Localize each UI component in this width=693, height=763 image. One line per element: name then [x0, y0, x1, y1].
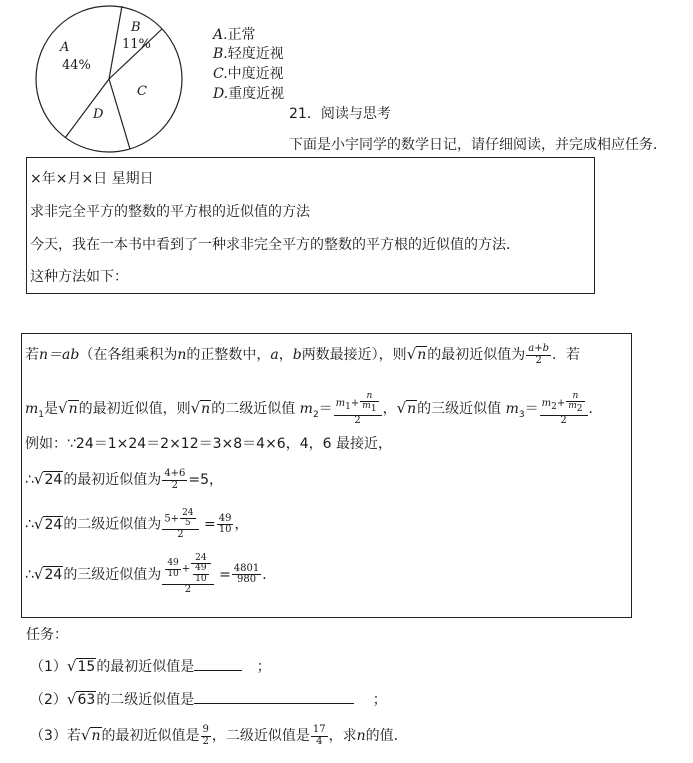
- method-box: [21, 333, 632, 618]
- fraction-a-plus-b-over-2: $\frac{a+b}{2}$: [528, 343, 550, 366]
- task-1: （1）√15的最初近似值是 ；: [30, 657, 271, 675]
- diary-box: [26, 157, 595, 294]
- diary-paragraph-2: 这种方法如下：: [30, 269, 128, 285]
- pie-label-d-key: D: [93, 107, 104, 122]
- question-intro: 下面是小宇同学的数学日记，请仔细阅读，并完成相应任务．: [289, 137, 667, 153]
- pie-label-a-percent: 44%: [62, 58, 91, 73]
- diary-paragraph-1: 今天，我在一本书中看到了一种求非完全平方的整数的平方根的近似值的方法．: [30, 237, 520, 253]
- legend-item-b: B.轻度近视: [213, 46, 284, 62]
- diary-title: 求非完全平方的整数的平方根的近似值的方法: [30, 204, 310, 220]
- task-3: （3）若√n的最初近似值是 $\frac{9}{2}$ ，二级近似值是 $\frac{17}{4}$ ，求n的值．: [30, 724, 408, 747]
- legend-item-a: A.正常: [213, 27, 256, 43]
- pie-label-b-key: B: [131, 20, 141, 35]
- pie-label-c-key: C: [137, 84, 147, 99]
- method-example: 例如：∵24＝1×24＝2×12＝3×8＝4×6，4，6 最接近，: [25, 436, 392, 452]
- legend-item-d: D.重度近视: [213, 86, 285, 102]
- pie-label-a-key: A: [60, 40, 70, 55]
- task-1-answer-blank[interactable]: [194, 670, 242, 671]
- fraction-m2-formula: $m_1+$ $\frac{n}{m_1}$ 2: [334, 392, 382, 426]
- legend-item-c: C.中度近视: [213, 66, 284, 82]
- fraction-m3-formula: $m_2+$ $\frac{n}{m_2}$ 2: [540, 392, 588, 426]
- pie-chart: [34, 4, 184, 154]
- task-2: （2）√63的二级近似值是 ；: [30, 690, 387, 708]
- question-number: 21．阅读与思考: [289, 106, 391, 122]
- pie-label-b-percent: 11%: [122, 37, 151, 52]
- method-step-3: ∴√24的三级近似值为 $\frac{49}{10}$ + $\frac{24}{\frac{49}{10}}$ 2 = $\frac{4801}{980}$ ．: [25, 553, 277, 596]
- method-step-2: ∴√24的二级近似值为 5+ $\frac{24}{5}$ 2 = $\frac{49}{10}$ ，: [25, 508, 249, 540]
- method-line-2: $m_1$是√n的最初近似值，则√n的二级近似值 $m_2=$ $m_1+$ $\frac{n}{m_1}$ 2 ，√n的三级近似值 $m_3=$ $m_2+$ $\frac{n}{m_2}$ 2 ．: [25, 391, 603, 426]
- method-step-1: ∴√24的最初近似值为 $\frac{4+6}{2}$ =5，: [25, 468, 224, 491]
- task-2-answer-blank[interactable]: [194, 703, 354, 704]
- tasks-label: 任务：: [26, 627, 68, 643]
- diary-date: ×年×月×日 星期日: [30, 171, 154, 187]
- sqrt-n: √n: [406, 345, 427, 363]
- method-line-1: 若n＝ab（在各组乘积为n的正整数中，a，b两数最接近），则√n的最初近似值为 $\frac{a+b}{2}$ ．若: [25, 343, 581, 366]
